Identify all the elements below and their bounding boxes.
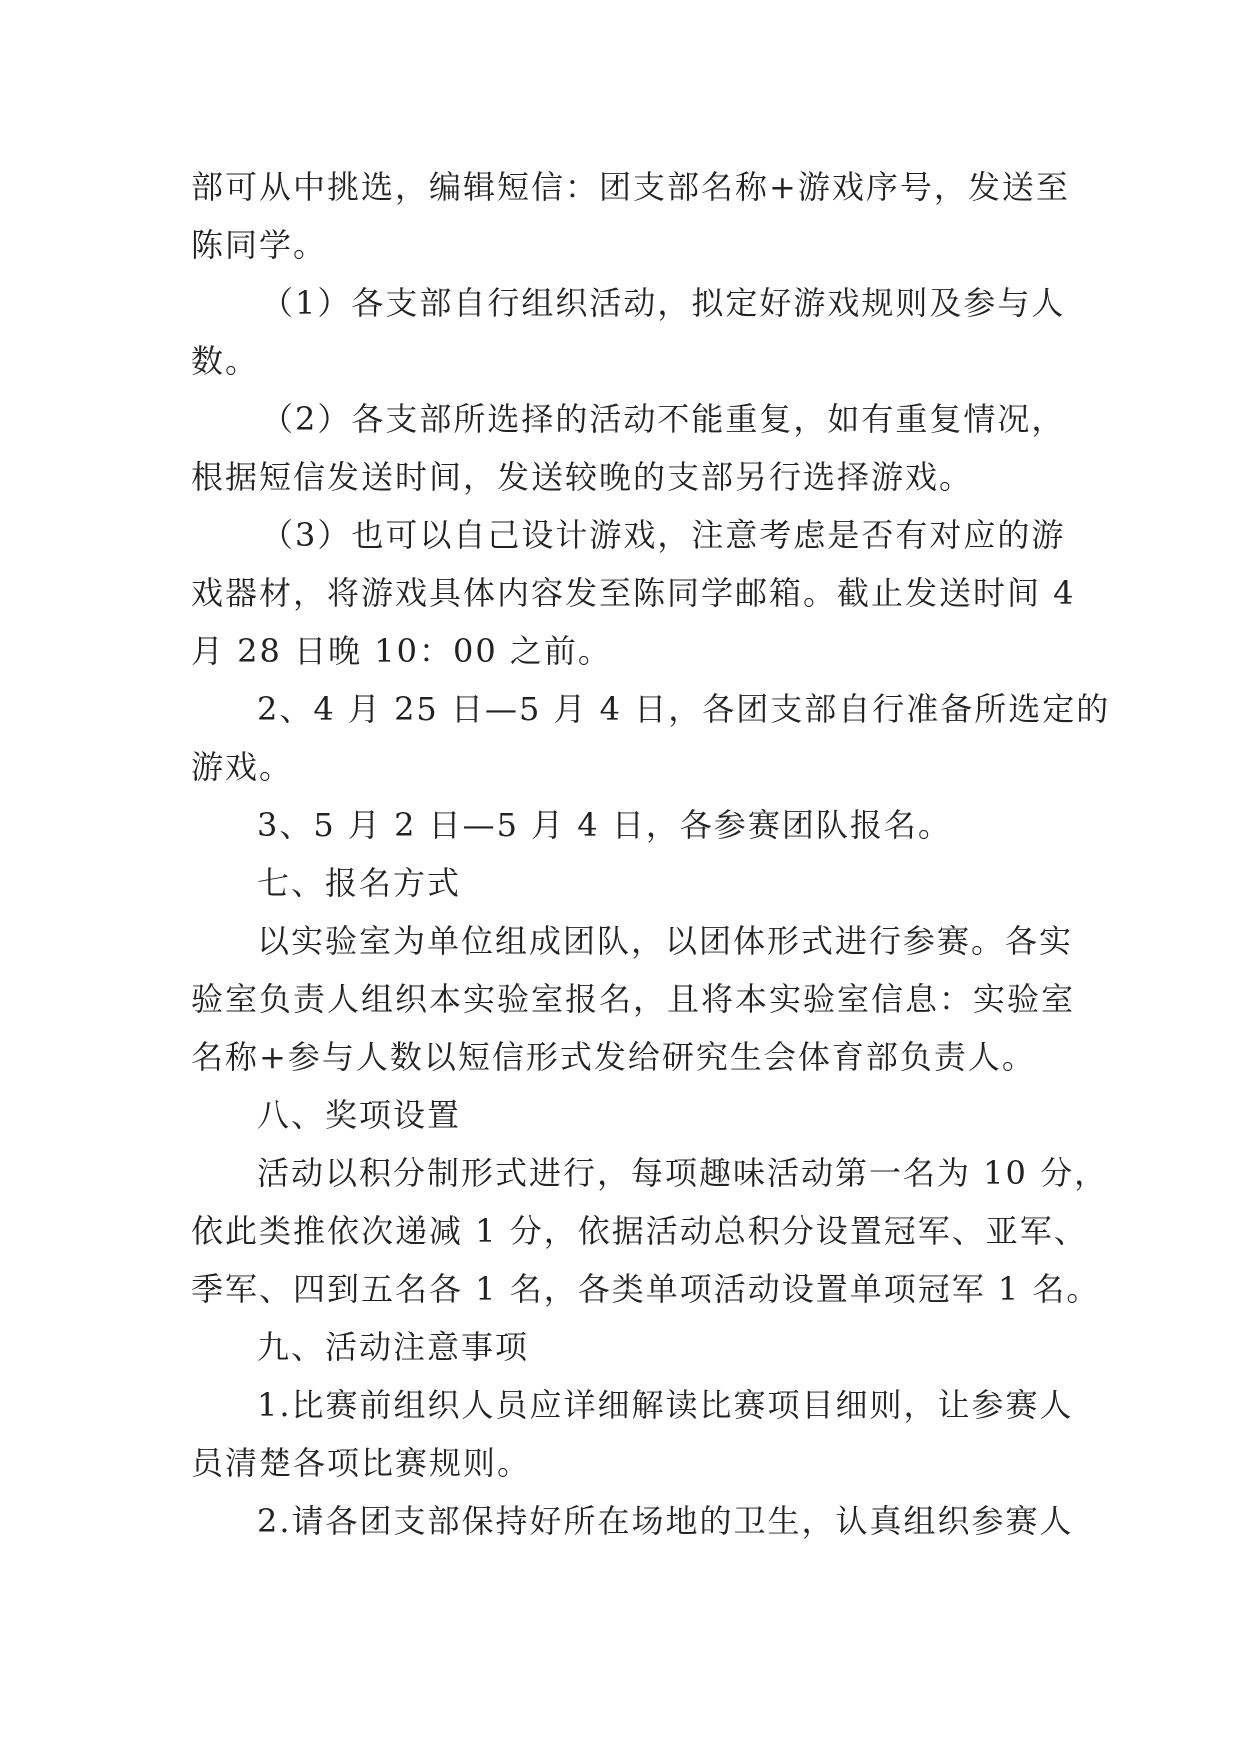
text-line: 季军、四到五名各 1 名，各类单项活动设置单项冠军 1 名。 (191, 1270, 1101, 1308)
text-line: 月 28 日晚 10：00 之前。 (191, 632, 612, 670)
section-heading-registration: 七、报名方式 (257, 864, 462, 902)
text-line: 陈同学。 (191, 226, 328, 264)
text-line: 员清楚各项比赛规则。 (191, 1444, 532, 1482)
paragraph-start: 以实验室为单位组成团队，以团体形式进行参赛。各实 (257, 922, 1074, 960)
text-line: 根据短信发送时间，发送较晚的支部另行选择游戏。 (191, 458, 974, 496)
text-line: 部可从中挑选，编辑短信：团支部名称+游戏序号，发送至 (191, 168, 1070, 206)
section-heading-awards: 八、奖项设置 (257, 1096, 462, 1134)
text-line: 名称+参与人数以短信形式发给研究生会体育部负责人。 (191, 1038, 1036, 1076)
list-item-3: （3）也可以自己设计游戏，注意考虑是否有对应的游 (261, 516, 1066, 554)
text-line: 依此类推依次递减 1 分，依据活动总积分设置冠军、亚军、 (191, 1212, 1088, 1250)
list-item-2: （2）各支部所选择的活动不能重复，如有重复情况， (261, 400, 1066, 438)
note-item-2: 2.请各团支部保持好所在场地的卫生，认真组织参赛人 (257, 1502, 1074, 1540)
list-item-1: （1）各支部自行组织活动，拟定好游戏规则及参与人 (261, 284, 1066, 322)
document-body (191, 158, 1111, 1550)
section-heading-notes: 九、活动注意事项 (257, 1328, 530, 1366)
text-line: 数。 (191, 342, 260, 380)
schedule-item-2: 2、4 月 25 日—5 月 4 日，各团支部自行准备所选定的 (257, 690, 1111, 728)
schedule-item-3: 3、5 月 2 日—5 月 4 日，各参赛团队报名。 (257, 806, 952, 844)
text-line: 游戏。 (191, 748, 294, 786)
text-line: 验室负责人组织本实验室报名，且将本实验室信息：实验室 (191, 980, 1076, 1018)
text-line: 戏器材，将游戏具体内容发至陈同学邮箱。截止发送时间 4 (191, 574, 1076, 612)
note-item-1: 1.比赛前组织人员应详细解读比赛项目细则，让参赛人 (257, 1386, 1074, 1424)
paragraph-start: 活动以积分制形式进行，每项趣味活动第一名为 10 分， (257, 1154, 1109, 1192)
